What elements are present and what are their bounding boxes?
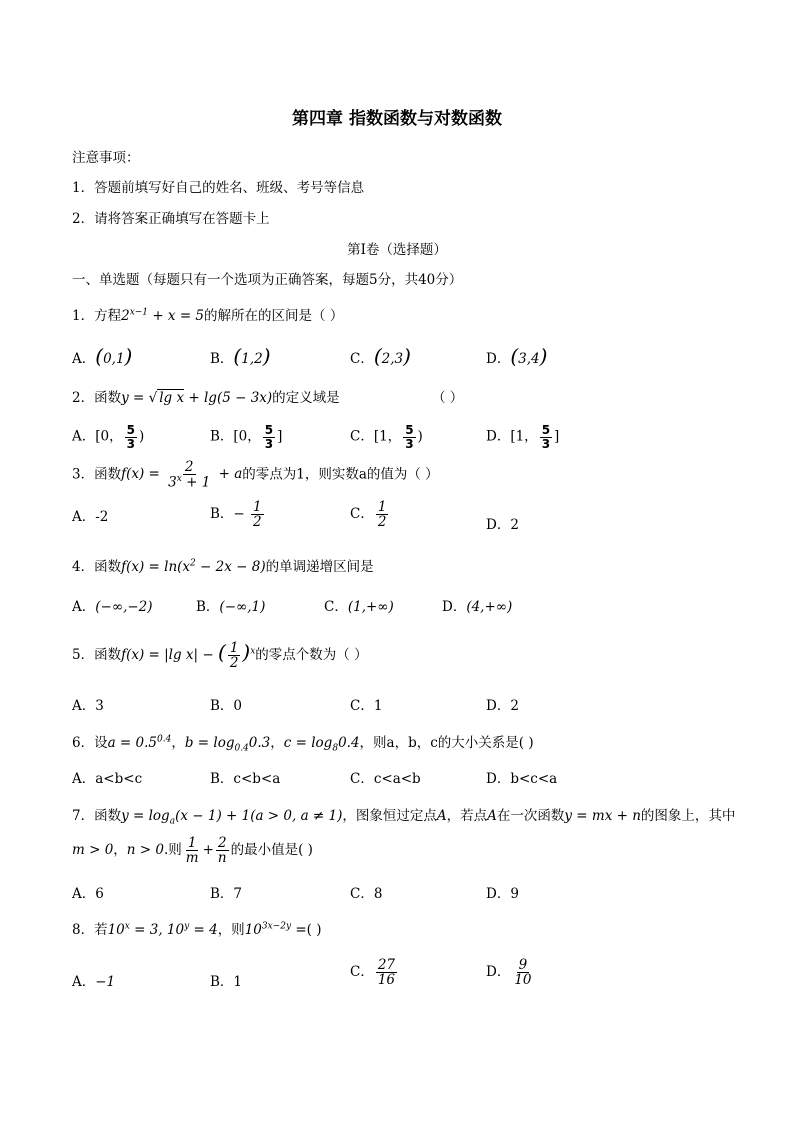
question-3-option-c[interactable]: C． $\frac{1}{2}$ bbox=[350, 499, 387, 531]
question-4: 4．函数$f(x) = \ln(x^2 - 2x - 8)$的单调递增区间是 bbox=[72, 558, 374, 575]
question-5: 5．函数f(x) = |lg x| − ( $\frac{1}{2}$ )$^x$的零点个数为（ ） bbox=[72, 639, 368, 671]
question-2-option-d[interactable]: D．[1， $\frac{5}{3}$ ] bbox=[486, 423, 560, 451]
question-3: 3．函数f(x) = $\frac{2}{3^x + 1}$ + a的零点为1，则实数a的值为（ ） bbox=[72, 459, 439, 491]
question-6-option-b[interactable]: B．c<b<a bbox=[210, 771, 281, 787]
volume-heading: 第I卷（选择题） bbox=[347, 242, 447, 258]
question-4-option-d[interactable]: D．(4,+∞) bbox=[442, 599, 513, 615]
page-title: 第四章 指数函数与对数函数 bbox=[292, 109, 502, 129]
question-2-option-a[interactable]: A．[0， $\frac{5}{3}$ ) bbox=[72, 423, 145, 451]
question-2-answer-paren: （ ） bbox=[432, 390, 464, 406]
question-7-option-a[interactable]: A．6 bbox=[72, 886, 104, 902]
question-1-option-d[interactable]: D．(3,4) bbox=[486, 344, 548, 368]
question-5-option-c[interactable]: C．1 bbox=[350, 698, 383, 714]
note-item-2: 2．请将答案正确填写在答题卡上 bbox=[72, 211, 270, 227]
notes-heading: 注意事项： bbox=[72, 150, 140, 166]
question-3-option-d[interactable]: D．2 bbox=[486, 517, 519, 533]
note-item-1: 1．答题前填写好自己的姓名、班级、考号等信息 bbox=[72, 180, 365, 196]
question-4-option-a[interactable]: A．(−∞,−2) bbox=[72, 599, 153, 615]
question-3-option-a[interactable]: A．-2 bbox=[72, 509, 109, 525]
question-7-option-c[interactable]: C．8 bbox=[350, 886, 383, 902]
question-5-option-d[interactable]: D．2 bbox=[486, 698, 519, 714]
question-1-option-a[interactable]: A．(0,1) bbox=[72, 344, 133, 368]
question-6-option-a[interactable]: A．a<b<c bbox=[72, 771, 143, 787]
question-1-option-b[interactable]: B．(1,2) bbox=[210, 344, 271, 368]
question-6-option-d[interactable]: D．b<c<a bbox=[486, 771, 558, 787]
question-6: 6．设$a = 0.5^{0.4}$，$b = \log_{0.4}0.3$，$c = \log_80.4$，则a，b，c的大小关系是( ) bbox=[72, 734, 534, 754]
question-7-option-b[interactable]: B．7 bbox=[210, 886, 243, 902]
question-5-option-a[interactable]: A．3 bbox=[72, 698, 104, 714]
question-8-option-a[interactable]: A．−1 bbox=[72, 974, 116, 990]
question-7-line-2: m > 0，n > 0.则 $\frac{1}{m}$ + $\frac{2}{n}$ 的最小值是( ) bbox=[72, 835, 313, 867]
question-8-option-c[interactable]: C． $\frac{27}{16}$ bbox=[350, 957, 396, 989]
question-1-option-c[interactable]: C．(2,3) bbox=[350, 344, 411, 368]
question-6-option-c[interactable]: C．c<a<b bbox=[350, 771, 421, 787]
question-2: 2．函数y = √ lg x + lg(5 − 3x)的定义域是 bbox=[72, 390, 340, 406]
question-8: 8．若$10^x = 3$, $10^y = 4$，则$10^{3x-2y}$ =( ) bbox=[72, 921, 322, 938]
question-4-option-c[interactable]: C．(1,+∞) bbox=[324, 599, 394, 615]
question-2-option-c[interactable]: C．[1， $\frac{5}{3}$ ) bbox=[350, 423, 423, 451]
question-7: 7．函数$y = \log_a(x - 1) + 1(a > 0$, a ≠ 1)，图象恒过定点A，若点A在一次函数y = mx + n的图象上，其中 bbox=[72, 808, 736, 827]
question-4-option-b[interactable]: B．(−∞,1) bbox=[196, 599, 266, 615]
question-1: 1．方程$2^{x-1} + x = 5$的解所在的区间是（ ） bbox=[72, 307, 344, 324]
question-5-option-b[interactable]: B．0 bbox=[210, 698, 243, 714]
question-8-option-b[interactable]: B．1 bbox=[210, 974, 243, 990]
section-heading: 一、单选题（每题只有一个选项为正确答案，每题5分，共40分） bbox=[72, 272, 463, 288]
question-3-option-b[interactable]: B．− $\frac{1}{2}$ bbox=[210, 499, 262, 531]
question-8-option-d[interactable]: D． $\frac{9}{10}$ bbox=[486, 957, 532, 989]
question-2-option-b[interactable]: B．[0， $\frac{5}{3}$ ] bbox=[210, 423, 283, 451]
question-7-option-d[interactable]: D．9 bbox=[486, 886, 519, 902]
